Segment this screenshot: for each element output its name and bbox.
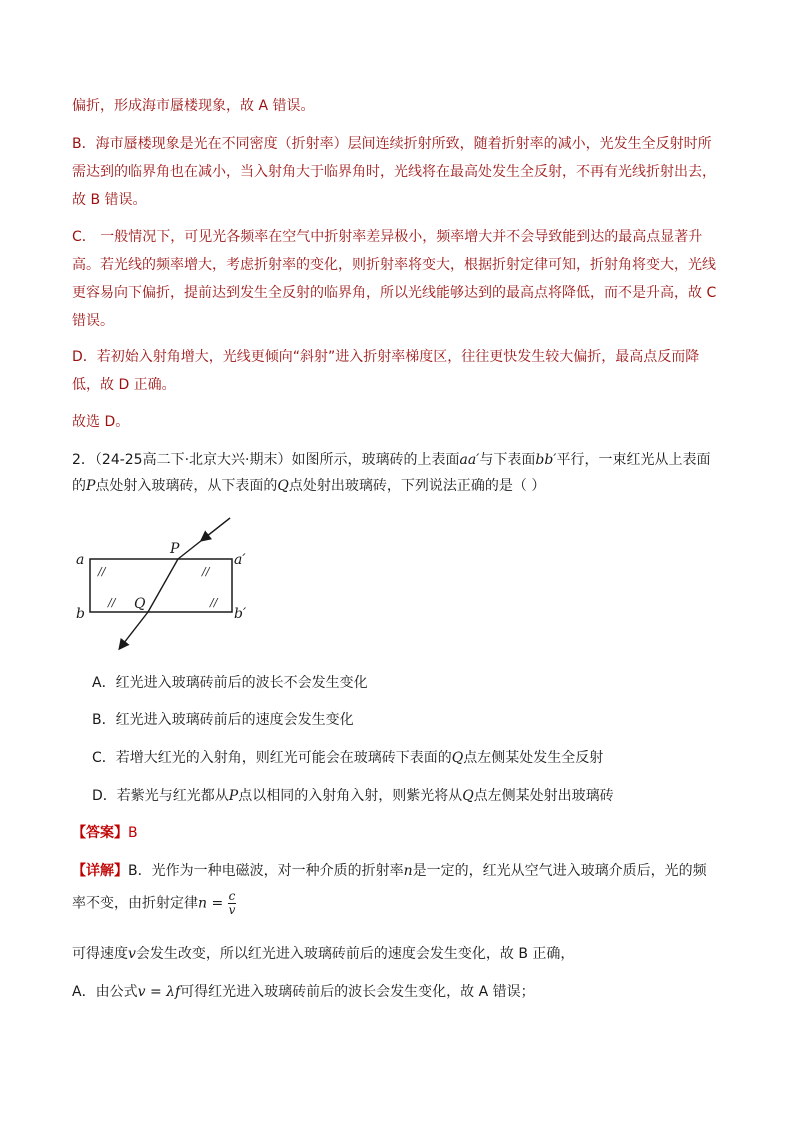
emergent-ray [120,612,148,648]
prev-option-b-line: 故 B 错误。 [72,192,147,208]
detail-label: 【详解】 [72,863,128,879]
answer-line [72,823,138,843]
prev-option-d-line: 低，故 D 正确。 [72,377,176,393]
detail-line: 【详解】B．光作为一种电磁波，对一种介质的折射率n是一定的，红光从空气进入玻璃介质后，光的频 [72,863,707,879]
symbol-p: P [86,478,96,494]
fraction-c-over-v: $\frac{c}{v}$ [228,889,236,917]
label-b: b [76,606,85,622]
prev-text-line: 偏折，形成海市蜃楼现象，故 A 错误。 [72,98,315,114]
prev-option-d-line: D．若初始入射角增大，光线更倾向“斜射”进入折射率梯度区，往往更快发生较大偏折，最高点反而降 [72,349,700,365]
detail-line: 可得速度v会发生改变，所以红光进入玻璃砖前后的速度会发生变化，故 B 正确， [72,946,575,962]
refracted-ray [148,559,178,612]
glass-brick-diagram [68,510,268,660]
detail-line: A．由公式v = λf可得红光进入玻璃砖前后的波长会发生变化，故 A 错误； [72,984,535,1000]
hatch-mark: // [108,596,116,609]
label-a-prime: a′ [234,552,246,568]
hatch-mark: // [202,565,210,578]
hatch-mark: // [210,596,218,609]
incident-ray-arrow [202,518,230,540]
option-d: D．若紫光与红光都从P点以相同的入射角入射，则紫光将从Q点左侧某处射出玻璃砖 [92,788,614,804]
prev-option-c-line: 高。若光线的频率增大，考虑折射率的变化，则折射率将变大，根据折射定律可知，折射角将变大，光线 [72,257,716,273]
option-a: A．红光进入玻璃砖前后的波长不会发生变化 [92,675,368,691]
label-q: Q [134,596,146,612]
hatch-mark: // [98,565,106,578]
question-stem-line: 2．（24-25高二下·北京大兴·期末）如图所示，玻璃砖的上表面aa′与下表面bb′平行，一束红光从上表面 [72,452,711,468]
option-b: B．红光进入玻璃砖前后的速度会发生变化 [92,712,354,728]
prev-option-c-line: 更容易向下偏折，提前达到发生全反射的临界角，所以光线能够达到的最高点将降低，而不是升高，故 C [72,285,717,301]
prev-conclusion: 故选 D。 [72,414,130,430]
prev-option-c-line: 错误。 [72,313,114,329]
label-a: a [76,552,85,568]
prev-option-b-line: B．海市蜃楼现象是光在不同密度（折射率）层间连续折射所致，随着折射率的减小，光发生全反射时所 [72,136,712,152]
option-c: C．若增大红光的入射角，则红光可能会在玻璃砖下表面的Q点左侧某处发生全反射 [92,750,604,766]
symbol-bb: bb′ [535,452,557,468]
prev-option-b-line: 需达到的临界角也在减小，当入射角大于临界角时，光线将在最高处发生全反射，不再有光线折射出去， [72,164,716,180]
label-b-prime: b′ [234,606,247,622]
prev-option-c-line: C． 一般情况下，可见光各频率在空气中折射率差异极小，频率增大并不会导致能到达的最高点显著升 [72,229,703,245]
symbol-q: Q [277,478,289,494]
question-stem-line: 的P点处射入玻璃砖，从下表面的Q点处射出玻璃砖，下列说法正确的是（ ） [72,478,546,494]
symbol-aa: aa′ [459,452,480,468]
detail-line: 率不变，由折射定律n = $\frac{c}{v}$ [72,889,236,917]
label-p: P [170,541,180,557]
answer-label: 【答案】 [72,825,128,841]
answer-value: B [128,825,138,841]
